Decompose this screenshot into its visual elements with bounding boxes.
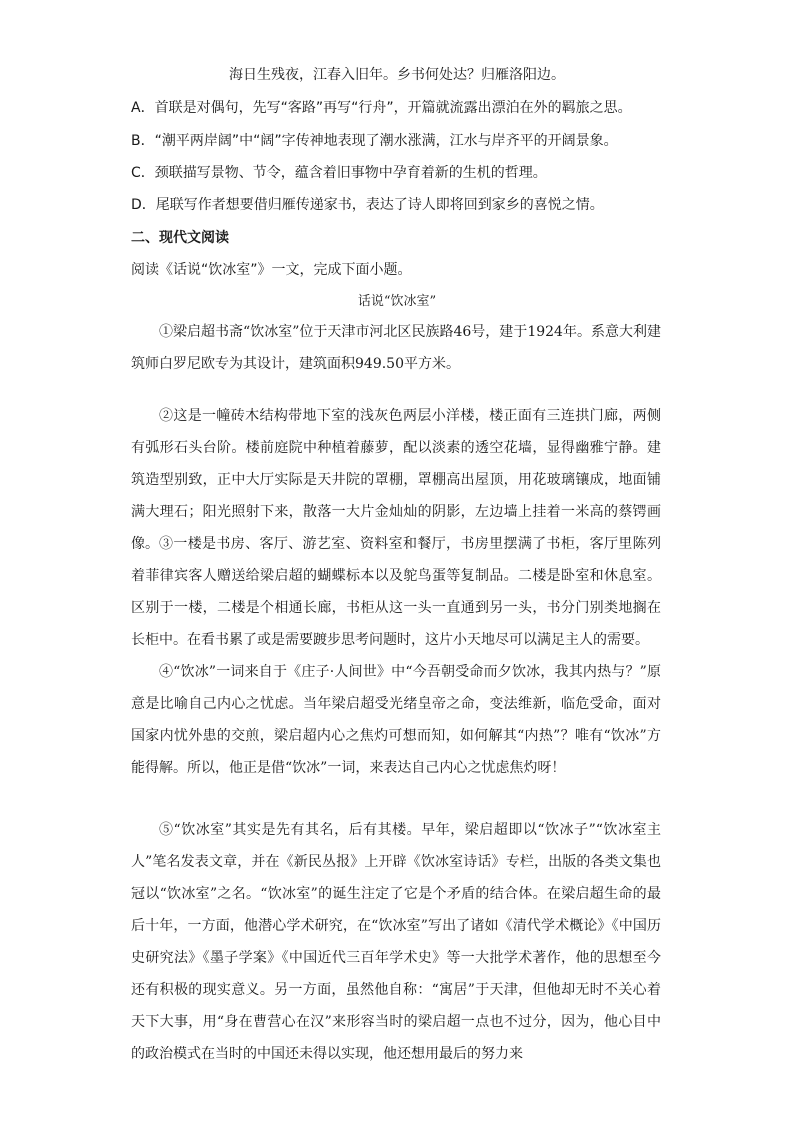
reading-instruction: 阅读《话说“饮冰室”》一文，完成下面小题。 [131, 262, 412, 278]
article-title: 话说“饮冰室” [357, 294, 437, 309]
article-paragraph-4: ④“饮冰”一词来自于《庄子·人间世》中“今吾朝受命而夕饮冰，我其内热与？”原意是比喻自己内心之忧虑。当年梁启超受光绪皇帝之命，变法维新，临危受命，面对国家内忧外患的交煎，梁启超内心之焦灼可想而知，如何解其“内热”？唯有“饮冰”方能得解。所以，他正是借“饮冰”一词，来表达自己内心之忧虑焦灼呀！ [131, 664, 661, 776]
option-a: A．首联是对偶句，先写“客路”再写“行舟”，开篇就流露出漂泊在外的羁旅之思。 [131, 100, 632, 116]
option-d: D．尾联写作者想要借归雁传递家书，表达了诗人即将回到家乡的喜悦之情。 [131, 197, 604, 213]
article-paragraph-5: ⑤“饮冰室”其实是先有其名，后有其楼。早年，梁启超即以“饮冰子”“饮冰室主人”笔名发表文章，并在《新民丛报》上开辟《饮冰室诗话》专栏，出版的各类文集也冠以“饮冰室”之名。“饮冰室”的诞生注定了它是个矛盾的结合体。在梁启超生命的最后十年，一方面，他潜心学术研究，在“饮冰室”写出了诸如《清代学术概论》《中国历史研究法》《墨子学案》《中国近代三百年学术史》等一大批学术著作，他的思想至今还有积极的现实意义。另一方面，虽然他自称：“寓居”于天津，但他却无时不关心着天下大事，用“身在曹营心在汉”来形容当时的梁启超一点也不过分，因为，他心目中的政治模式在当时的中国还未得以实现，他还想用最后的努力来 [131, 822, 661, 1062]
article-paragraph-1: ①梁启超书斋“饮冰室”位于天津市河北区民族路46号，建于1924年。系意大利建筑师白罗尼欧专为其设计，建筑面积949.50平方米。 [131, 324, 661, 372]
article-paragraph-3: ③一楼是书房、客厅、游艺室、资料室和餐厅，书房里摆满了书柜，客厅里陈列着菲律宾客人赠送给梁启超的蝴蝶标本以及鸵鸟蛋等复制品。二楼是卧室和休息室。区别于一楼，二楼是个相通长廊，书柜从这一头一直通到另一头，书分门别类地搁在长柜中。在看书累了或是需要踱步思考问题时，这片小天地尽可以满足主人的需要。 [131, 536, 661, 648]
article-paragraph-2: ②这是一幢砖木结构带地下室的浅灰色两层小洋楼，楼正面有三连拱门廊，两侧有弧形石头台阶。楼前庭院中种植着藤萝，配以淡素的透空花墙，显得幽雅宁静。建筑造型别致，正中大厅实际是天井院的罩棚，罩棚高出屋顶，用花玻璃镶成，地面铺满大理石；阳光照射下来，散落一大片金灿灿的阴影，左边墙上挂着一米高的蔡锷画像。 [131, 408, 661, 552]
poem-line: 海日生残夜，江春入旧年。乡书何处达？归雁洛阳边。 [229, 67, 565, 83]
option-c: C．颈联描写景物、节令，蕴含着旧事物中孕育着新的生机的哲理。 [131, 165, 547, 181]
section-heading: 二、现代文阅读 [131, 230, 229, 246]
option-b: B．“潮平两岸阔”中“阔”字传神地表现了潮水涨满，江水与岸齐平的开阔景象。 [131, 133, 618, 149]
